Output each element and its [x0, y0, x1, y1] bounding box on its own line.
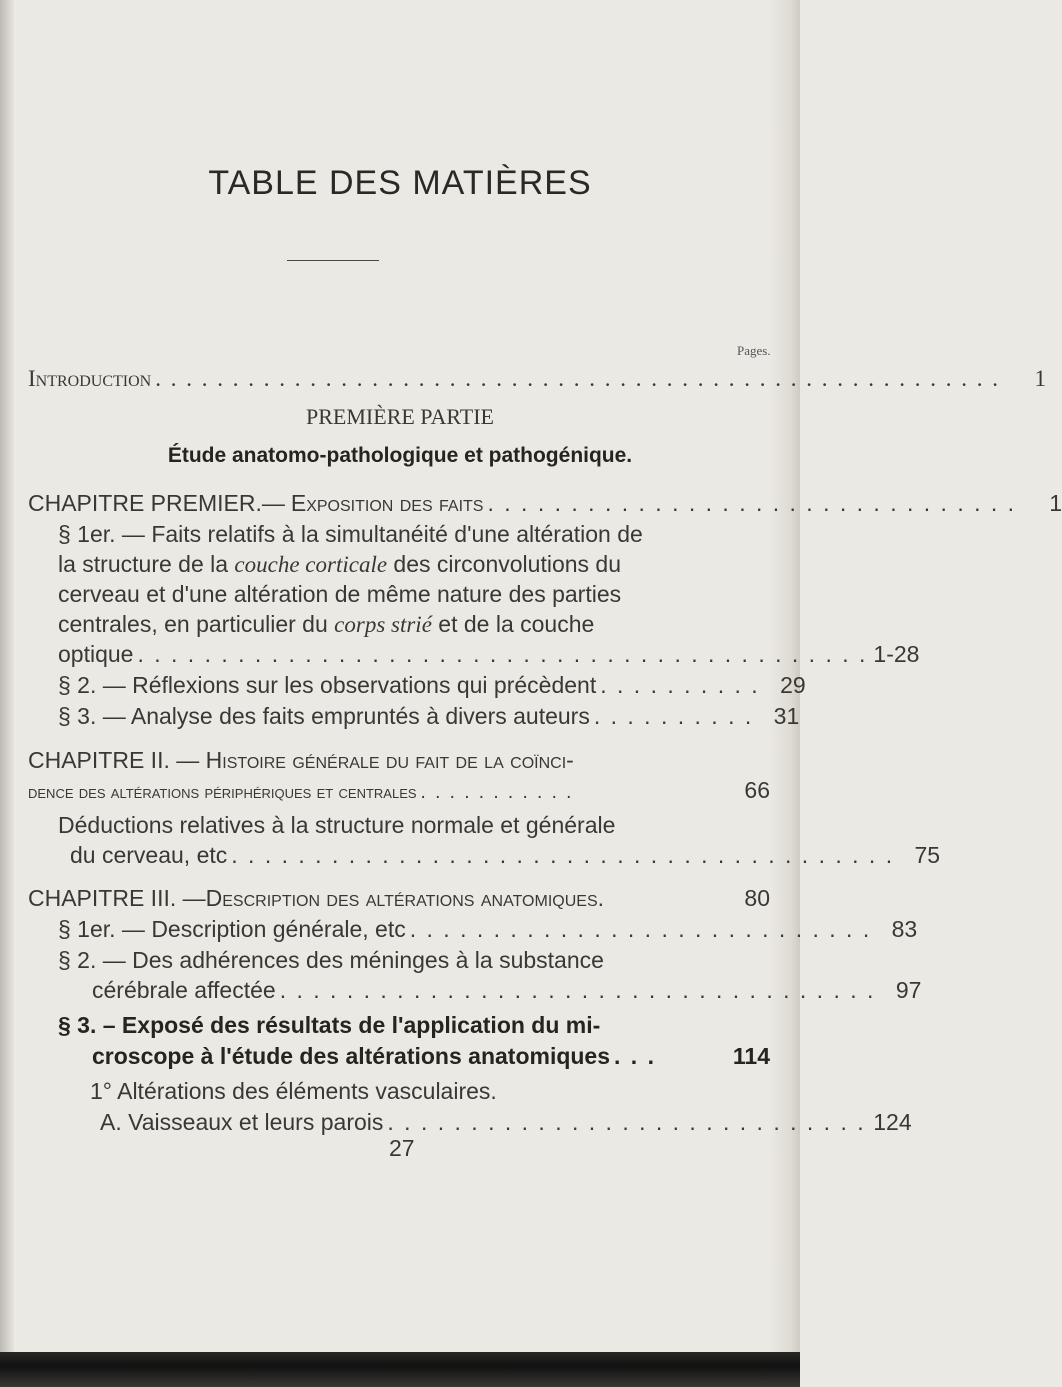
- toc-page: 114: [732, 1043, 770, 1069]
- ch3-section-3-line-2: [58, 1041, 770, 1071]
- text: des circonvolutions du: [387, 551, 622, 577]
- section-1-line-5: [58, 639, 920, 669]
- page-number-bottom: 27: [389, 1135, 415, 1161]
- toc-page: 83: [891, 916, 918, 942]
- chapter-title: Exposition des faits: [290, 490, 484, 516]
- chapter-title: Description des altérations anatomiques.: [205, 885, 605, 911]
- toc-page: 1-28: [873, 641, 920, 667]
- toc-page: 1: [1034, 366, 1046, 391]
- toc-entry-section-2: [58, 670, 806, 700]
- toc-entry-vessels: [100, 1107, 912, 1137]
- toc-label: § 2. — Réflexions sur les observations qui précèdent: [58, 672, 597, 698]
- chapter-title: Histoire générale du fait de la coïnci-: [205, 747, 574, 773]
- leader-dots: . . . . . . . . . . . . . . . . . . . . . . . . . . . . .: [387, 1109, 866, 1135]
- chapter-label: CHAPITRE II. —: [28, 747, 206, 773]
- toc-label: A. Vaisseaux et leurs parois: [100, 1109, 384, 1135]
- ch3-section-2-line-2: [58, 975, 922, 1005]
- italic-term: corps strié: [334, 612, 432, 637]
- toc-page: 124: [873, 1109, 912, 1135]
- toc-entry-section-3: [58, 701, 800, 731]
- leader-dots: . . . . . . . . . .: [600, 672, 760, 698]
- page-title: TABLE DES MATIÈRES: [208, 164, 592, 202]
- toc-page: 29: [780, 672, 806, 698]
- toc-label: § 3. — Analyse des faits empruntés à divers auteurs: [58, 703, 590, 729]
- toc-label: § 1er. — Description générale, etc: [58, 916, 406, 942]
- toc-page: 75: [914, 842, 941, 868]
- chapter-label: CHAPITRE PREMIER.—: [28, 490, 285, 516]
- toc-page: 97: [895, 977, 922, 1003]
- title-divider: [287, 260, 379, 261]
- item-vascular-alterations: 1° Altérations des éléments vasculaires.: [90, 1078, 497, 1104]
- leader-dots: . . .: [614, 1043, 656, 1069]
- leader-dots: . . . . . . . . . . . . . . . . . . . . . . . . . . . .: [409, 916, 872, 942]
- toc-page: 1: [1049, 490, 1062, 516]
- pages-column-header: Pages.: [737, 343, 771, 358]
- leader-dots: . . . . . . . . . . .: [420, 782, 574, 803]
- leader-dots: . . . . . . . . . . . . . . . . . . . . . . . . . . . . . . . . . . . . . . . . . . . .: [137, 641, 868, 667]
- page-bottom-shadow: [0, 1352, 800, 1387]
- page-gutter-shadow: [0, 0, 14, 1387]
- chapter-title: dence des altérations périphériques et centrales: [28, 782, 417, 803]
- chapter-2-line-1: [28, 745, 574, 775]
- chapter-label: CHAPITRE III. —: [28, 885, 206, 911]
- toc-page: 31: [773, 703, 800, 729]
- toc-page: 80: [744, 885, 770, 911]
- part-subtitle: Étude anatomo-pathologique et pathogénique.: [167, 444, 633, 467]
- deductions-line-2: [58, 840, 941, 870]
- ch3-section-2-line-1: § 2. — Des adhérences des méninges à la substance: [58, 947, 604, 973]
- section-1-line-3: cerveau et d'une altération de même nature des parties: [58, 581, 622, 607]
- leader-dots: . . . . . . . . . . . . . . . . . . . . . . . . . . . . . . . .: [487, 490, 1017, 516]
- leader-dots: . . . . . . . . . . . . . . . . . . . . . . . . . . . . . . . . . . . . . . . .: [231, 842, 895, 868]
- section-1-line-1: § 1er. — Faits relatifs à la simultanéité d'une altération de: [58, 521, 643, 547]
- toc-label: cérébrale affectée: [92, 977, 276, 1003]
- toc-label: optique: [58, 641, 134, 667]
- toc-entry-chapter-1: [28, 488, 1062, 518]
- text: la structure de la: [58, 551, 235, 577]
- italic-term: couche corticale: [234, 552, 388, 577]
- text: et de la couche: [431, 611, 595, 637]
- toc-label: du cerveau, etc: [70, 842, 228, 868]
- toc-label: Introduction: [28, 366, 152, 391]
- toc-entry-ch3-section-1: [58, 914, 918, 944]
- toc-label: croscope à l'étude des altérations anatomiques: [92, 1043, 611, 1069]
- section-1-line-2: [58, 549, 621, 580]
- section-1-line-4: [58, 609, 594, 640]
- chapter-2-line-2: [28, 775, 770, 808]
- deductions-line-1: Déductions relatives à la structure normale et générale: [58, 812, 616, 838]
- ch3-section-3-line-1: § 3. – Exposé des résultats de l'application du mi-: [58, 1012, 601, 1038]
- toc-entry-chapter-3: [28, 883, 770, 913]
- leader-dots: . . . . . . . . . .: [593, 703, 754, 729]
- text: centrales, en particulier du: [58, 611, 335, 637]
- leader-dots: . . . . . . . . . . . . . . . . . . . . . . . . . . . . . . . . . . . .: [279, 977, 876, 1003]
- toc-page: 66: [744, 777, 770, 803]
- part-title: PREMIÈRE PARTIE: [306, 404, 494, 429]
- toc-entry-introduction: [28, 364, 1046, 394]
- leader-dots: . . . . . . . . . . . . . . . . . . . . . . . . . . . . . . . . . . . . . . . . . . . . . . . . . . . . . . .: [155, 366, 1000, 391]
